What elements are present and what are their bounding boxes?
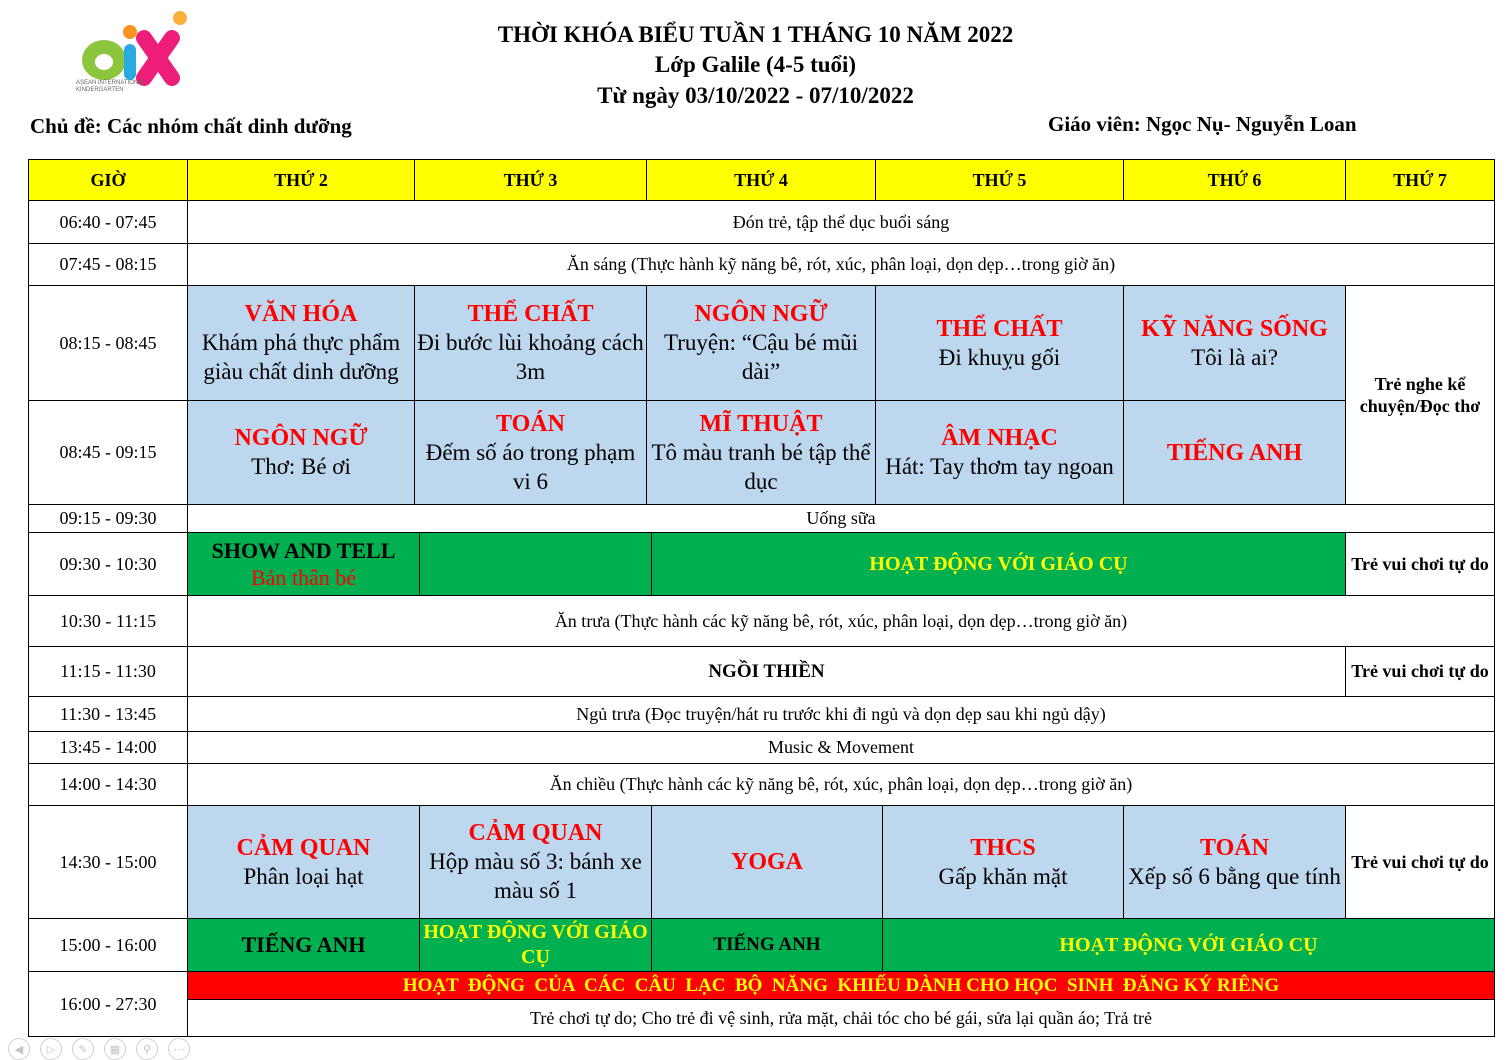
time-slot: 10:30 - 11:15: [28, 595, 188, 647]
activity-cell: Ăn sáng (Thực hành kỹ năng bê, rót, xúc, phân loại, dọn dẹp…trong giờ ăn): [187, 243, 1495, 286]
lesson-subject: NGÔN NGỮ: [694, 301, 828, 328]
lesson-cell: [651, 805, 883, 919]
lesson-cell: [187, 400, 415, 505]
header-time: GIỜ: [28, 159, 188, 201]
date-range: Từ ngày 03/10/2022 - 07/10/2022: [597, 83, 914, 108]
activity-cell: Ngủ trưa (Đọc truyện/hát ru trước khi đi ngủ và dọn dẹp sau khi ngủ dậy): [187, 696, 1495, 732]
teacher-label: Giáo viên: Ngọc Nụ- Nguyễn Loan: [1048, 112, 1357, 136]
lesson-subject: CẢM QUAN: [236, 834, 371, 861]
header-tue: THỨ 3: [414, 159, 647, 201]
lesson-desc: Đi khuỵu gối: [938, 344, 1061, 370]
time-slot: 11:30 - 13:45: [28, 696, 188, 732]
saturday-cell: Trẻ vui chơi tự do: [1345, 532, 1495, 596]
lesson-cell: [1123, 805, 1346, 919]
lesson-cell: [1123, 400, 1346, 505]
lesson-desc: Đếm số áo trong phạm vi 6: [425, 439, 636, 494]
activity-cell: Music & Movement: [187, 731, 1495, 764]
pen-icon[interactable]: ✎: [72, 1038, 94, 1060]
english-cell: TIẾNG ANH: [187, 918, 420, 972]
time-slot: 14:00 - 14:30: [28, 763, 188, 806]
header-thu: THỨ 5: [875, 159, 1124, 201]
time-slot: 15:00 - 16:00: [28, 918, 188, 972]
topic-label: Chủ đề: Các nhóm chất dinh dưỡng: [30, 114, 352, 138]
time-slot: 09:15 - 09:30: [28, 504, 188, 533]
header-fri: THỨ 6: [1123, 159, 1346, 201]
lesson-desc: Thơ: Bé ơi: [251, 454, 351, 480]
lesson-desc: Khám phá thực phẩm giàu chất dinh dưỡng: [201, 330, 401, 384]
activity-cell: Uống sữa: [187, 504, 1495, 533]
lesson-cell: [875, 400, 1124, 505]
class-line: Lớp Galile (4-5 tuổi): [654, 52, 857, 77]
meditation-cell: NGỒI THIỀN: [187, 646, 1346, 697]
lesson-subject: VĂN HÓA: [244, 301, 358, 328]
lesson-subject: TOÁN: [496, 410, 565, 437]
activity-cell: Đón trẻ, tập thể dục buổi sáng: [187, 200, 1495, 244]
logo-caption: ASEAN INTERNATIONAL KINDERGARTEN: [76, 80, 146, 93]
saturday-morning-cell: Trẻ nghe kể chuyện/Đọc thơ: [1345, 285, 1495, 505]
play-icon[interactable]: ▷: [40, 1038, 62, 1060]
lesson-cell: [875, 285, 1124, 401]
lesson-cell: [187, 805, 420, 919]
time-slot: 09:30 - 10:30: [28, 532, 188, 596]
lesson-desc: Truyện: “Cậu bé mũi dài”: [664, 330, 858, 384]
lesson-subject: THỂ CHẤT: [936, 315, 1063, 342]
activity-cell: Ăn chiều (Thực hành các kỹ năng bê, rót, xúc, phân loại, dọn dẹp…trong giờ ăn): [187, 763, 1495, 806]
lesson-subject: YOGA: [731, 849, 803, 875]
header-wed: THỨ 4: [646, 159, 876, 201]
lesson-cell: [414, 400, 647, 505]
montessori-activity-cell: HOẠT ĐỘNG VỚI GIÁO CỤ: [882, 918, 1495, 972]
lesson-desc: Phân loại hạt: [243, 863, 364, 889]
time-slot: 06:40 - 07:45: [28, 200, 188, 244]
montessori-activity-cell: HOẠT ĐỘNG VỚI GIÁO CỤ: [651, 532, 1346, 596]
lesson-cell: [187, 285, 415, 401]
lesson-cell: [646, 285, 876, 401]
lesson-cell: [646, 400, 876, 505]
lesson-subject: CẢM QUAN: [468, 820, 603, 847]
green-empty-cell: [419, 532, 652, 596]
lesson-subject: MĨ THUẬT: [699, 410, 823, 437]
saturday-cell: Trẻ vui chơi tự do: [1345, 646, 1495, 697]
lesson-desc: Đi bước lùi khoảng cách 3m: [417, 330, 644, 384]
page-title: THỜI KHÓA BIỂU TUẦN 1 THÁNG 10 NĂM 2022: [497, 22, 1014, 47]
time-slot: 11:15 - 11:30: [28, 646, 188, 697]
lesson-desc: Hát: Tay thơm tay ngoan: [885, 454, 1114, 480]
lesson-subject: KỸ NĂNG SỐNG: [1141, 315, 1328, 342]
lesson-desc: Xếp số 6 bằng que tính: [1128, 863, 1341, 889]
show-and-tell-cell: [187, 532, 420, 596]
back-icon[interactable]: ◀: [8, 1038, 30, 1060]
time-slot: 16:00 - 27:30: [28, 971, 188, 1037]
lesson-subject: THỂ CHẤT: [467, 301, 594, 328]
montessori-activity-cell: HOẠT ĐỘNG VỚI GIÁO CỤ: [419, 918, 652, 972]
grid-icon[interactable]: ▦: [104, 1038, 126, 1060]
zoom-icon[interactable]: ⚲: [136, 1038, 158, 1060]
english-cell: TIẾNG ANH: [651, 918, 883, 972]
lesson-desc: Tô màu tranh bé tập thể dục: [651, 439, 871, 494]
time-slot: 08:15 - 08:45: [28, 285, 188, 401]
saturday-cell: Trẻ vui chơi tự do: [1345, 805, 1495, 919]
viewer-toolbar[interactable]: [8, 1038, 190, 1058]
time-slot: 08:45 - 09:15: [28, 400, 188, 505]
lesson-subject: THCS: [970, 834, 1036, 861]
lesson-desc: Gấp khăn mặt: [938, 863, 1068, 889]
time-slot: 07:45 - 08:15: [28, 243, 188, 286]
lesson-desc: Tôi là ai?: [1191, 344, 1278, 370]
lesson-subject: NGÔN NGỮ: [234, 425, 368, 452]
header-mon: THỨ 2: [187, 159, 415, 201]
show-and-tell-subtitle: Bản thân bé: [250, 565, 357, 590]
show-and-tell-title: SHOW AND TELL: [211, 537, 396, 563]
time-slot: 13:45 - 14:00: [28, 731, 188, 764]
more-icon[interactable]: ⋯: [168, 1038, 190, 1060]
lesson-desc: Hộp màu số 3: bánh xe màu số 1: [429, 849, 642, 903]
activity-cell: Ăn trưa (Thực hành các kỹ năng bê, rót, xúc, phân loại, dọn dẹp…trong giờ ăn): [187, 595, 1495, 647]
lesson-subject: TOÁN: [1200, 834, 1269, 861]
time-slot: 14:30 - 15:00: [28, 805, 188, 919]
lesson-subject: TIẾNG ANH: [1166, 439, 1303, 466]
lesson-cell: [882, 805, 1124, 919]
clubs-banner: HOẠT ĐỘNG CỦA CÁC CÂU LẠC BỘ NĂNG KHIẾU DÀNH CHO HỌC SINH ĐĂNG KÝ RIÊNG: [187, 971, 1495, 1000]
lesson-cell: [1123, 285, 1346, 401]
lesson-cell: [419, 805, 652, 919]
lesson-subject: ÂM NHẠC: [941, 425, 1058, 452]
header-sat: THỨ 7: [1345, 159, 1495, 201]
lesson-cell: [414, 285, 647, 401]
activity-cell: Trẻ chơi tự do; Cho trẻ đi vệ sinh, rửa mặt, chải tóc cho bé gái, sửa lại quần áo; Trả trẻ: [187, 999, 1495, 1037]
